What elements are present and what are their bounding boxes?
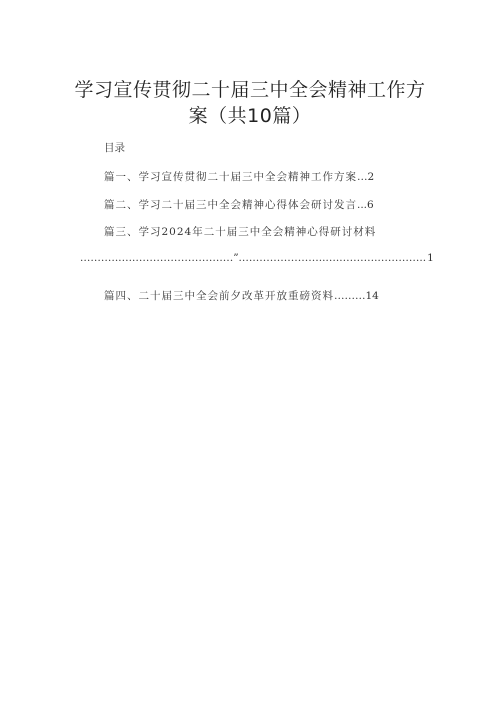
toc-entry-page: 2	[367, 171, 375, 183]
toc-entry-4[interactable]	[104, 289, 379, 303]
toc-entry-page: 6	[367, 199, 374, 211]
toc-entry-label: 篇三、学习2024年二十届三中全会精神心得研讨材料	[104, 226, 377, 238]
toc-entry-leader: ...	[357, 199, 368, 211]
toc-entry-1[interactable]	[104, 170, 374, 184]
toc-entry-3[interactable]	[104, 225, 376, 239]
toc-heading: 目录	[104, 142, 125, 154]
document-title-line-2: 案（共10篇）	[188, 105, 312, 127]
toc-entry-label: 篇一、学习宣传贯彻二十届三中全会精神工作方案	[104, 171, 357, 183]
toc-entry-page: 1	[427, 252, 434, 264]
toc-entry-page: 14	[365, 290, 379, 302]
document-title-line-1: 学习宣传贯彻二十届三中全会精神工作方	[74, 79, 426, 101]
toc-entry-3-continuation[interactable]	[80, 251, 434, 265]
toc-entry-2[interactable]	[104, 198, 374, 212]
toc-entry-leader: …	[357, 171, 368, 183]
toc-entry-label: 篇四、二十届三中全会前夕改革开放重磅资料	[104, 290, 334, 302]
toc-entry-leader: ………	[334, 290, 366, 302]
toc-entry-label: 篇二、学习二十届三中全会精神心得体会研讨发言	[104, 199, 357, 211]
toc-entry-leader: .……….…..…………………….…”.….………………..…..……….…………..	[80, 252, 427, 264]
